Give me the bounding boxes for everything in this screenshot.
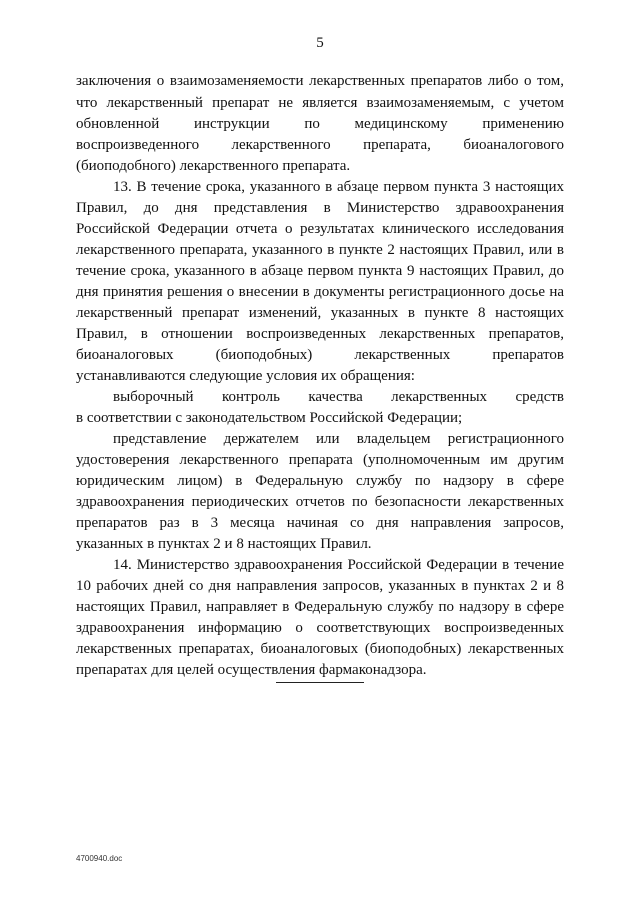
text-line: обновленной инструкции по медицинскому применению <box>76 116 564 132</box>
text-line: выборочный контроль качества лекарственных средств <box>113 389 564 405</box>
text-line: лекарственного препарата, указанного в пункте 2 настоящих Правил, или в <box>76 242 564 258</box>
text-line: устанавливаются следующие условия их обращения: <box>76 368 415 384</box>
text-line: 10 рабочих дней со дня направления запросов, указанных в пунктах 2 и 8 <box>76 578 564 594</box>
text-line: препаратов раз в 3 месяца начиная со дня направления запросов, <box>76 515 564 531</box>
text-line: юридическим лицом) в Федеральную службу по надзору в сфере <box>76 473 564 489</box>
text-line: 13. В течение срока, указанного в абзаце первом пункта 3 настоящих <box>113 179 564 195</box>
text-line: в соответствии с законодательством Российской Федерации; <box>76 410 463 426</box>
text-line: что лекарственный препарат не является взаимозаменяемым, с учетом <box>76 95 564 111</box>
text-line: дня принятия решения о внесении в документы регистрационного досье на <box>76 284 564 300</box>
text-line: биоаналоговых (биоподобных) лекарственных препаратов <box>76 347 564 363</box>
text-line: течение срока, указанного в абзаце первом пункта 9 настоящих Правил, до <box>76 263 564 279</box>
text-line: здравоохранения периодических отчетов по безопасности лекарственных <box>76 494 564 510</box>
text-line: препаратах для целей осуществления фармаконадзора. <box>76 662 427 678</box>
text-line: лекарственный препарат изменений, указанных в пункте 8 настоящих <box>76 305 564 321</box>
text-line: лекарственных препаратах, биоаналоговых (биоподобных) лекарственных <box>76 641 564 657</box>
text-line: настоящих Правил, направляет в Федеральную службу по надзору в сфере <box>76 599 564 615</box>
text-line: заключения о взаимозаменяемости лекарственных препаратов либо о том, <box>76 73 564 89</box>
text-line: здравоохранения информацию о соответствующих воспроизведенных <box>76 620 564 636</box>
text-line: указанных в пунктах 2 и 8 настоящих Правил. <box>76 536 372 552</box>
text-line: воспроизведенного лекарственного препарата, биоаналогового <box>76 137 564 153</box>
text-line: Правил, до дня представления в Министерство здравоохранения <box>76 200 564 216</box>
text-line: 14. Министерство здравоохранения Российской Федерации в течение <box>113 557 564 573</box>
text-line: Правил, в отношении воспроизведенных лекарственных препаратов, <box>76 326 564 342</box>
text-line: представление держателем или владельцем регистрационного <box>113 431 564 447</box>
end-divider <box>276 682 364 683</box>
text-line: Российской Федерации отчета о результатах клинического исследования <box>76 221 564 237</box>
text-line: (биоподобного) лекарственного препарата. <box>76 158 351 174</box>
page-number: 5 <box>316 35 324 51</box>
document-file-code: 4700940.doc <box>76 854 123 863</box>
text-line: удостоверения лекарственного препарата (уполномоченным им другим <box>76 452 564 468</box>
